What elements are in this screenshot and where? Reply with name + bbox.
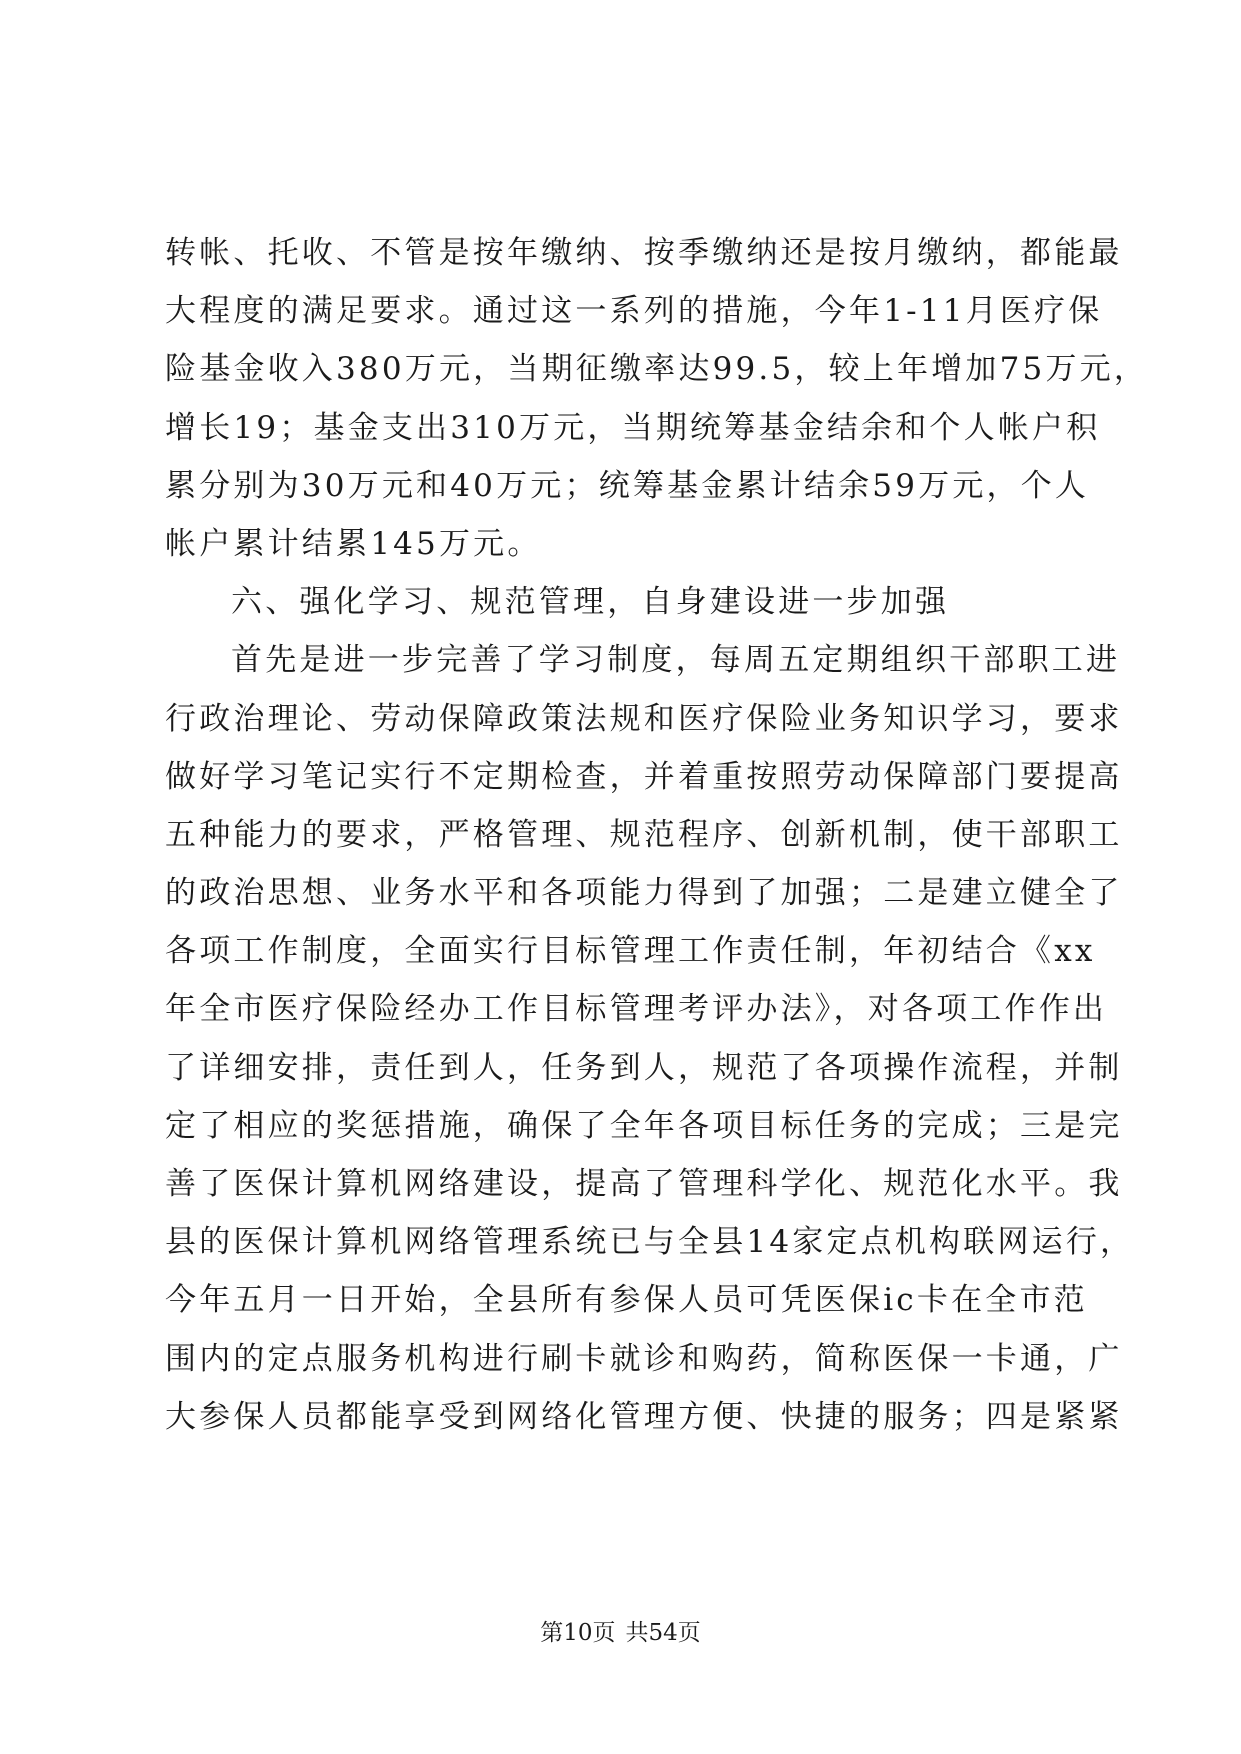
- page-total: 共54页: [625, 1620, 701, 1646]
- text-line: 转帐、托收、不管是按年缴纳、按季缴纳还是按月缴纳，都能最: [165, 235, 1123, 271]
- paragraph-first-line: 首先是进一步完善了学习制度，每周五定期组织干部职工进: [231, 642, 1121, 679]
- text-line: 围内的定点服务机构进行刷卡就诊和购药，简称医保一卡通，广: [165, 1340, 1123, 1377]
- text-line: 累分别为30万元和40万元；统筹基金累计结余59万元，个人: [165, 467, 1090, 504]
- body-text: [165, 224, 1149, 1446]
- text-line: 善了医保计算机网络建设，提高了管理科学化、规范化水平。我: [165, 1166, 1123, 1202]
- page-number: 第10页: [540, 1620, 616, 1646]
- text-line: 了详细安排，责任到人，任务到人，规范了各项操作流程，并制: [165, 1049, 1123, 1086]
- text-line: 年全市医疗保险经办工作目标管理考评办法》，对各项工作作出: [165, 991, 1108, 1028]
- text-line: 帐户累计结累145万元。: [165, 525, 542, 562]
- page-footer: [0, 1618, 1241, 1648]
- text-line: 县的医保计算机网络管理系统已与全县14家定点机构联网运行，: [165, 1224, 1135, 1261]
- text-line: 的政治思想、业务水平和各项能力得到了加强；二是建立健全了: [165, 875, 1123, 912]
- text-line: 险基金收入380万元，当期征缴率达99.5，较上年增加75万元，: [165, 351, 1149, 388]
- text-line: 行政治理论、劳动保障政策法规和医疗保险业务知识学习，要求: [165, 700, 1123, 737]
- text-line: 定了相应的奖惩措施，确保了全年各项目标任务的完成；三是完: [165, 1107, 1123, 1144]
- text-line: 今年五月一日开始，全县所有参保人员可凭医保ic卡在全市范: [165, 1282, 1088, 1319]
- text-line: 各项工作制度，全面实行目标管理工作责任制，年初结合《xx: [165, 933, 1096, 970]
- text-line: 大参保人员都能享受到网络化管理方便、快捷的服务；四是紧紧: [165, 1398, 1123, 1435]
- text-line: 增长19；基金支出310万元，当期统筹基金结余和个人帐户积: [165, 409, 1101, 446]
- text-line: 做好学习笔记实行不定期检查，并着重按照劳动保障部门要提高: [165, 758, 1123, 795]
- section-heading: 六、强化学习、规范管理，自身建设进一步加强: [231, 584, 950, 621]
- text-line: 大程度的满足要求。通过这一系列的措施，今年1-11月医疗保: [165, 293, 1103, 330]
- text-line: 五种能力的要求，严格管理、规范程序、创新机制，使干部职工: [165, 816, 1123, 853]
